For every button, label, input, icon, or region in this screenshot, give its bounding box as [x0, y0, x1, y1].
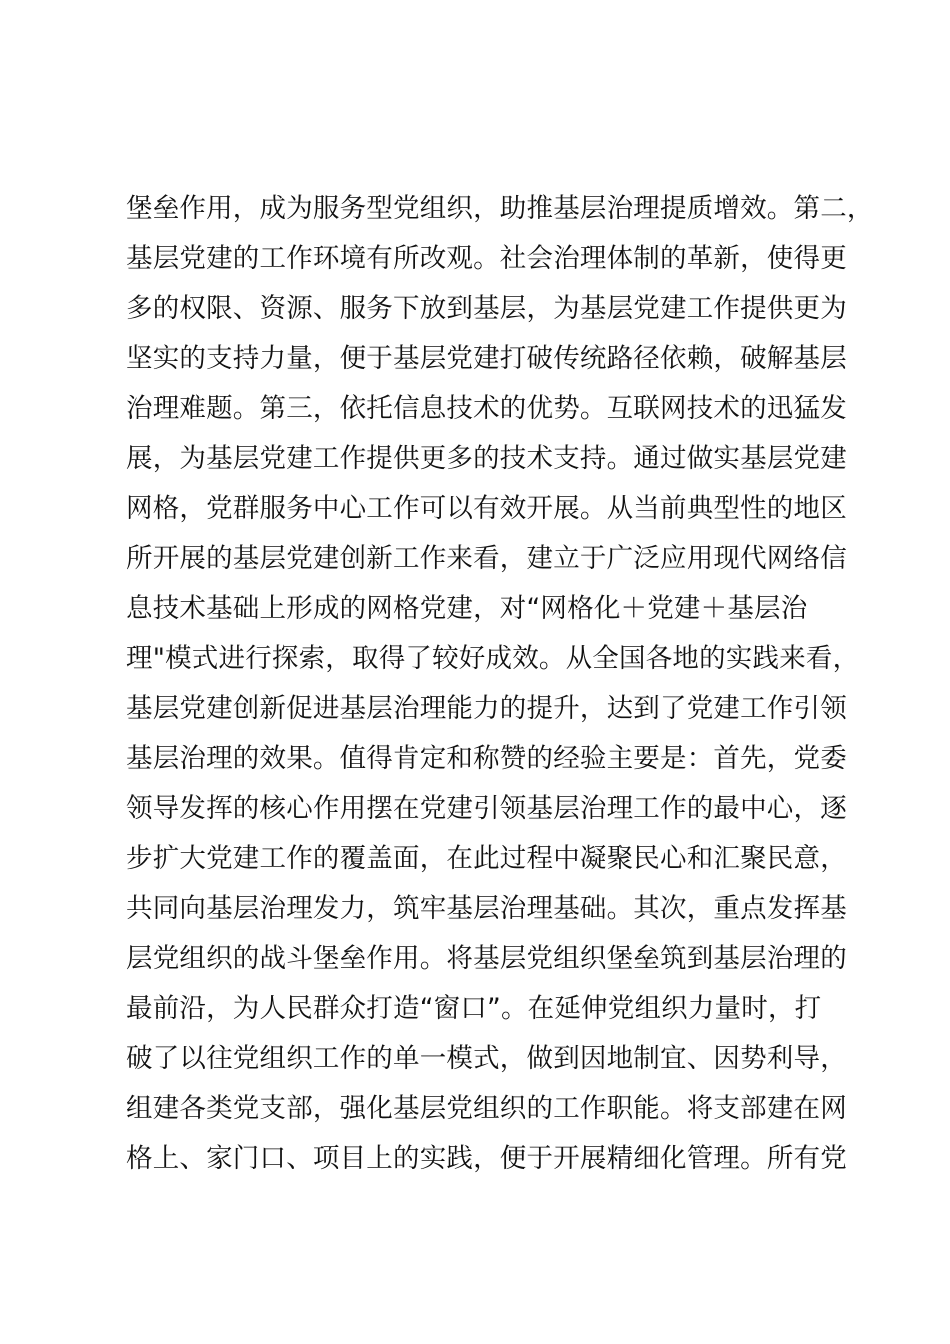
- text-line: 最前沿，为人民群众打造“窗口”。在延伸党组织力量时，打: [126, 993, 822, 1024]
- text-line: 组建各类党支部，强化基层党组织的工作职能。将支部建在网: [126, 1093, 847, 1124]
- text-line: 步扩大党建工作的覆盖面，在此过程中凝聚民心和汇聚民意，: [126, 843, 847, 874]
- text-line: 格上、家门口、项目上的实践，便于开展精细化管理。所有党: [126, 1143, 847, 1174]
- text-line: 息技术基础上形成的网格党建，对“网格化＋党建＋基层治: [126, 593, 808, 624]
- text-line: 理"模式进行探索，取得了较好成效。从全国各地的实践来看，: [126, 643, 860, 674]
- text-line: 多的权限、资源、服务下放到基层，为基层党建工作提供更为: [126, 293, 847, 324]
- text-line: 网格，党群服务中心工作可以有效开展。从当前典型性的地区: [126, 493, 847, 524]
- text-line: 层党组织的战斗堡垒作用。将基层党组织堡垒筑到基层治理的: [126, 943, 847, 974]
- text-line: 所开展的基层党建创新工作来看，建立于广泛应用现代网络信: [126, 543, 847, 574]
- text-line: 基层党建创新促进基层治理能力的提升，达到了党建工作引领: [126, 693, 847, 724]
- text-line: 堡垒作用，成为服务型党组织，助推基层治理提质增效。第二，: [126, 193, 874, 224]
- text-line: 坚实的支持力量，便于基层党建打破传统路径依赖，破解基层: [126, 343, 847, 374]
- text-line: 基层治理的效果。值得肯定和称赞的经验主要是：首先，党委: [126, 743, 847, 774]
- text-line: 基层党建的工作环境有所改观。社会治理体制的革新，使得更: [126, 243, 847, 274]
- body-text: [126, 184, 874, 1184]
- text-line: 展，为基层党建工作提供更多的技术支持。通过做实基层党建: [126, 443, 847, 474]
- text-line: 治理难题。第三，依托信息技术的优势。互联网技术的迅猛发: [126, 393, 847, 424]
- text-line: 共同向基层治理发力，筑牢基层治理基础。其次，重点发挥基: [126, 893, 847, 924]
- text-line: 破了以往党组织工作的单一模式，做到因地制宜、因势利导，: [126, 1043, 847, 1074]
- text-line: 领导发挥的核心作用摆在党建引领基层治理工作的最中心，逐: [126, 793, 847, 824]
